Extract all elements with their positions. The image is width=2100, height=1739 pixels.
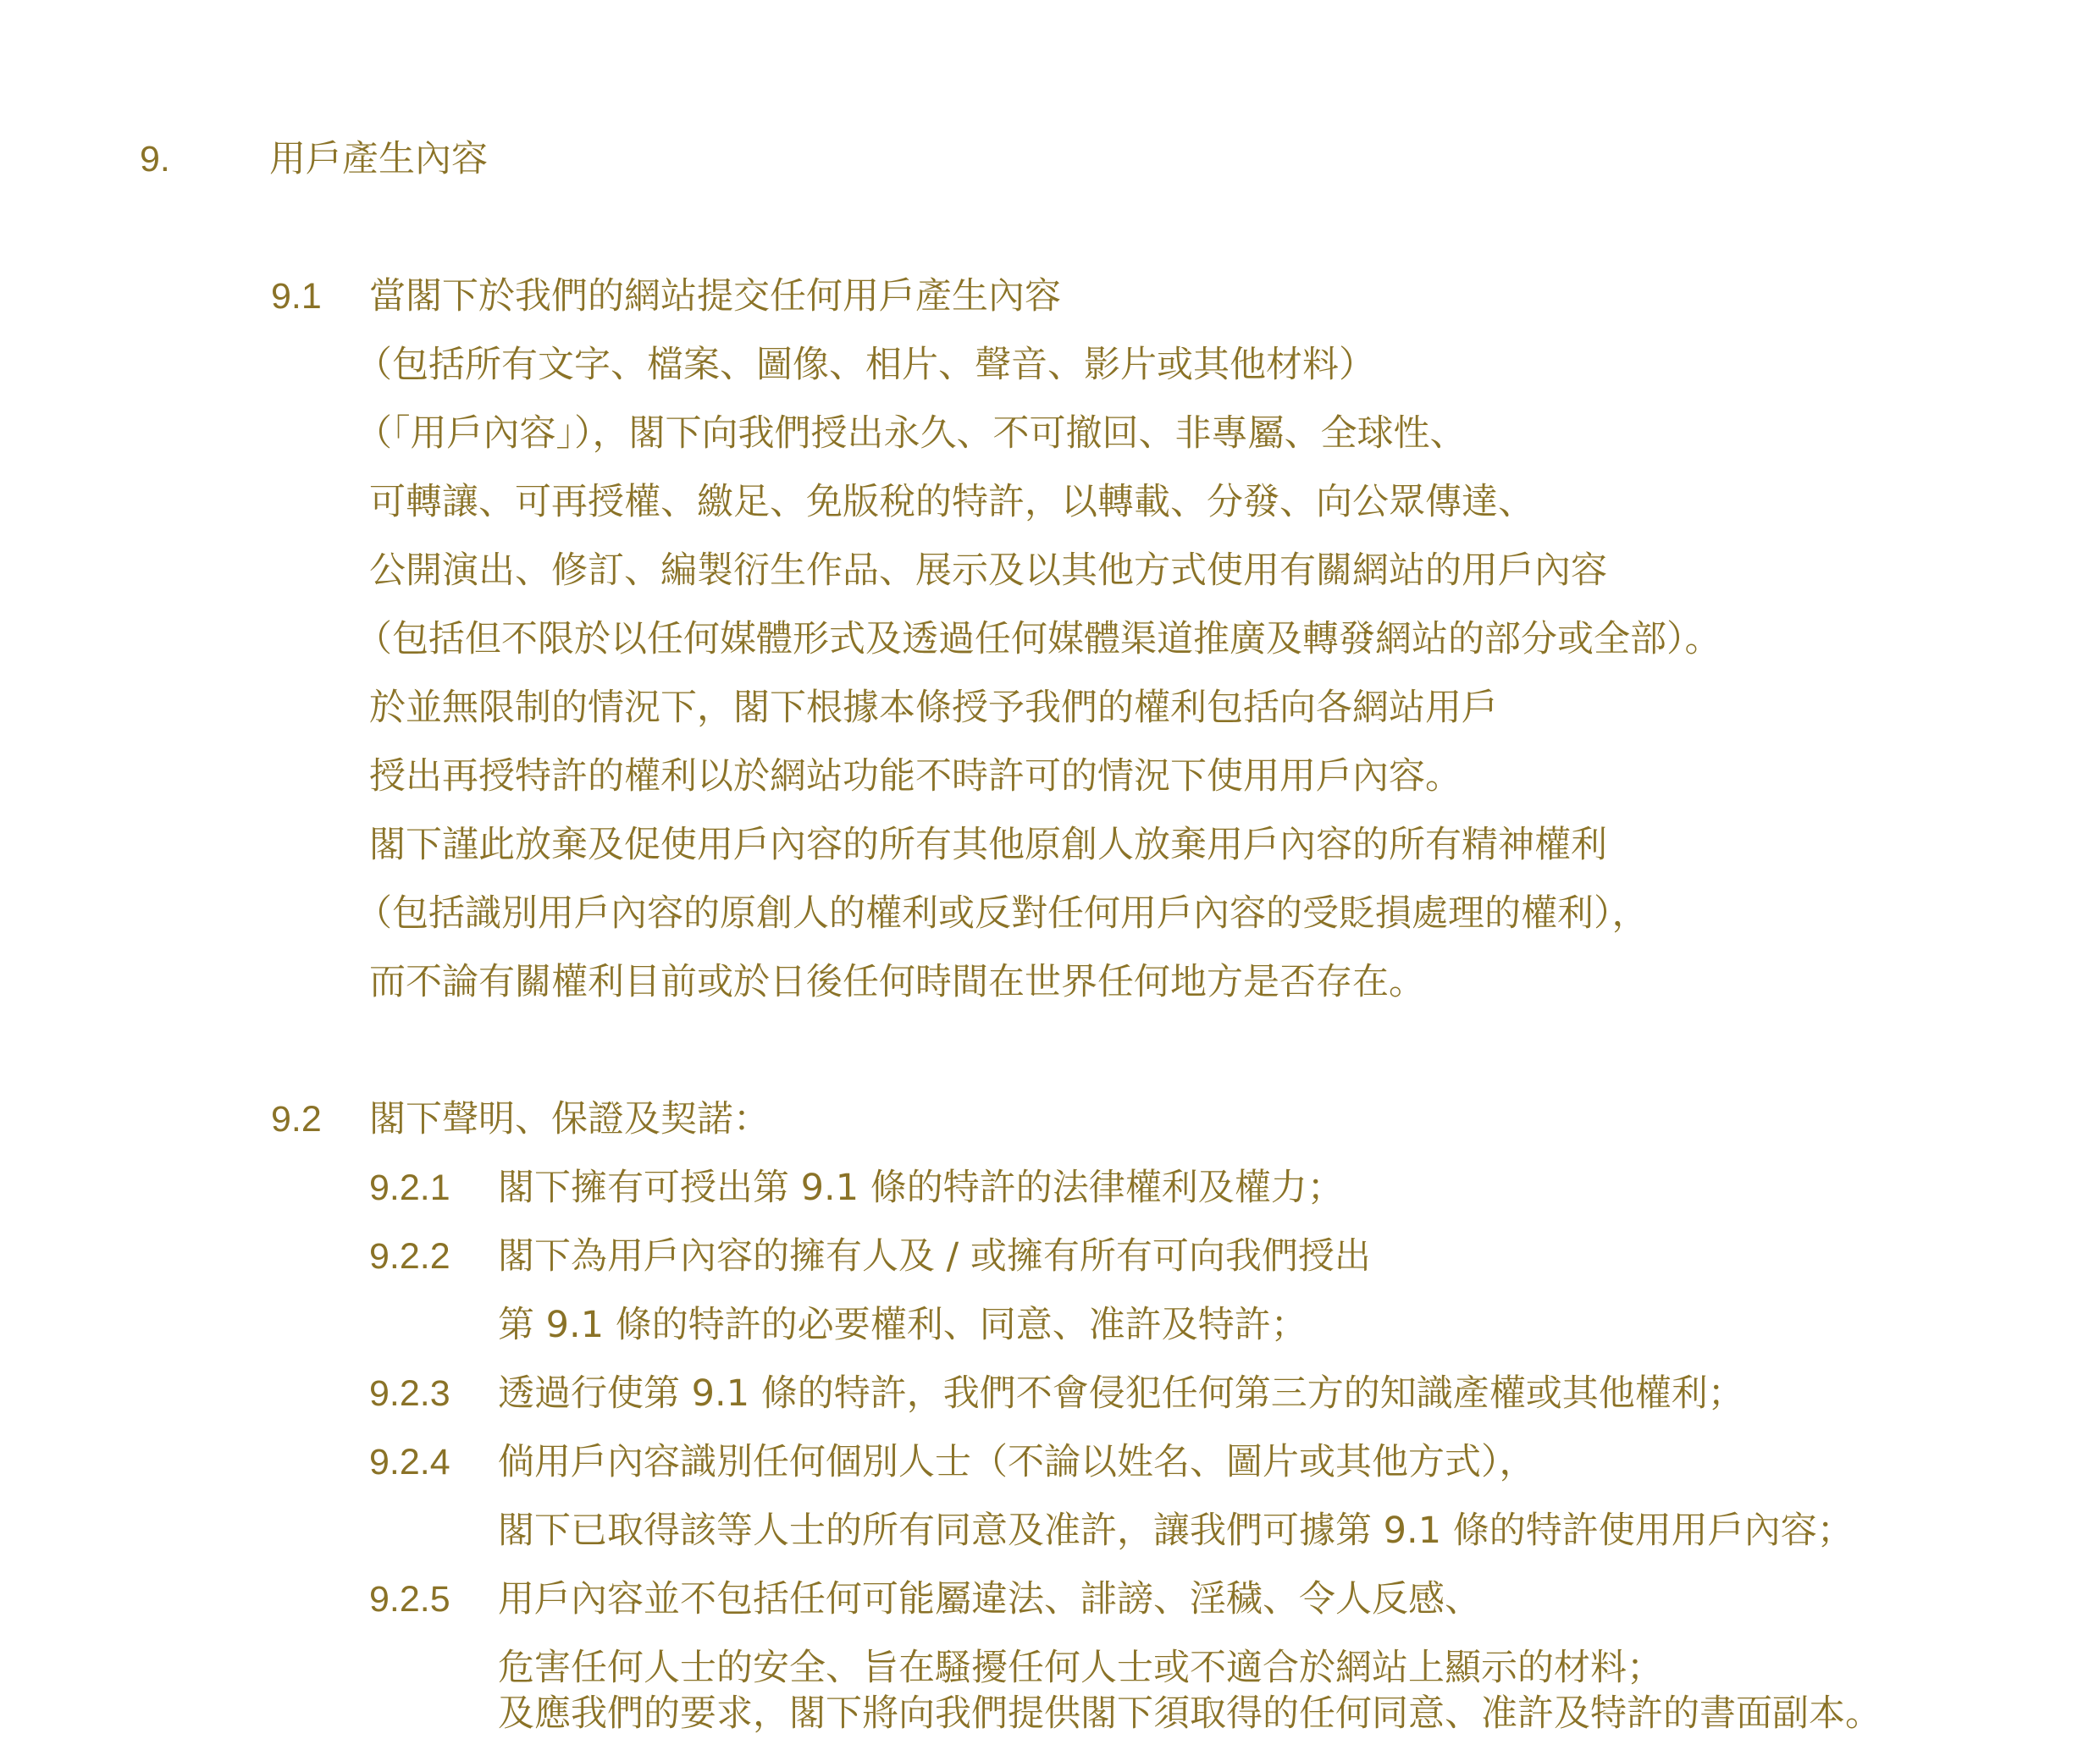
clause-9-2-2-line: 第 9.1 條的特許的必要權利、同意、准許及特許； (498, 1304, 1307, 1346)
clause-9-2-1-line: 閣下擁有可授出第 9.1 條的特許的法律權利及權力； (498, 1167, 1344, 1209)
clause-9-1-line: 公開演出、修訂、編製衍生作品、展示及以其他方式使用有關網站的用戶內容 (369, 549, 1607, 592)
clause-9-1-line: 而不論有關權利目前或於日後任何時間在世界任何地方是否存在。 (369, 961, 1425, 1003)
section-title: 用戶產生內容 (269, 138, 488, 180)
clause-9-2-2-number: 9.2.2 (369, 1236, 450, 1277)
clause-9-1-line: （包括識別用戶內容的原創人的權利或反對任何用戶內容的受貶損處理的權利）， (356, 892, 1649, 935)
clause-9-2-4-number: 9.2.4 (369, 1442, 450, 1482)
clause-9-1-number: 9.1 (271, 276, 322, 317)
clause-9-1-line: （包括但不限於以任何媒體形式及透過任何媒體渠道推廣及轉發網站的部分或全部）。 (356, 618, 1721, 660)
clause-9-1-line: （包括所有文字、檔案、圖像、相片、聲音、影片或其他材料） (356, 344, 1375, 386)
clause-9-2-3-number: 9.2.3 (369, 1373, 450, 1414)
clause-9-2-2-line: 閣下為用戶內容的擁有人及 / 或擁有所有可向我們授出 (498, 1235, 1371, 1278)
clause-9-2-number: 9.2 (271, 1099, 322, 1140)
clause-9-2-5-line: 及應我們的要求，閣下將向我們提供閣下須取得的任何同意、准許及特許的書面副本。 (498, 1692, 1882, 1735)
clause-9-2-4-line: 閣下已取得該等人士的所有同意及准許，讓我們可據第 9.1 條的特許使用用戶內容； (498, 1510, 1854, 1552)
clause-9-2-intro: 閣下聲明、保證及契諾： (369, 1098, 770, 1140)
clause-9-1-line: 閣下謹此放棄及促使用戶內容的所有其他原創人放棄用戶內容的所有精神權利 (369, 824, 1607, 866)
clause-9-1-line: 授出再授特許的權利以於網站功能不時許可的情況下使用用戶內容。 (369, 755, 1462, 798)
clause-9-2-4-line: 倘用戶內容識別任何個別人士（不論以姓名、圖片或其他方式）， (498, 1441, 1536, 1483)
clause-9-1-line: 可轉讓、可再授權、繳足、免版稅的特許，以轉載、分發、向公眾傳達、 (369, 481, 1534, 523)
clause-9-2-3-line: 透過行使第 9.1 條的特許，我們不會侵犯任何第三方的知識產權或其他權利； (498, 1372, 1744, 1415)
clause-9-1-line: （「用戶內容」），閣下向我們授出永久、不可撤回、非專屬、全球性、 (356, 412, 1467, 455)
clause-9-2-5-line: 用戶內容並不包括任何可能屬違法、誹謗、淫穢、令人反感、 (498, 1578, 1481, 1620)
clause-9-1-line: 於並無限制的情況下，閣下根據本條授予我們的權利包括向各網站用戶 (369, 687, 1498, 729)
clause-9-2-5-number: 9.2.5 (369, 1579, 450, 1620)
clause-9-2-1-number: 9.2.1 (369, 1168, 450, 1208)
section-number: 9. (140, 139, 170, 179)
clause-9-2-5-line: 危害任何人士的安全、旨在騷擾任何人士或不適合於網站上顯示的材料； (498, 1647, 1663, 1689)
clause-9-1-line: 當閣下於我們的網站提交任何用戶產生內容 (369, 275, 1061, 317)
